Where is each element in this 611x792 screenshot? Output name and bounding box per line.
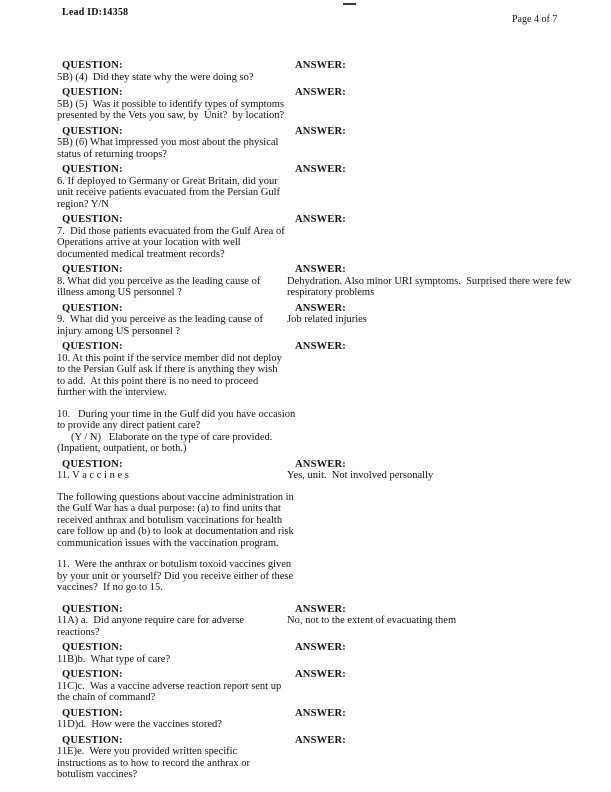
question-label: QUESTION: (62, 164, 123, 175)
question-label: QUESTION: (62, 87, 123, 98)
question-label: QUESTION: (62, 60, 123, 71)
question-text: 11D)d. How were the vaccines stored? (57, 719, 222, 730)
answer-label: ANSWER: (295, 734, 346, 746)
qa-block-8 (57, 264, 597, 299)
question-text: 11. V a c c i n e s (57, 470, 129, 481)
qa-block-9 (57, 303, 597, 338)
qa-block-5b4 (57, 60, 597, 83)
qa-block-11-vaccines (57, 459, 597, 482)
answer-text: Yes, unit. Not involved personally (287, 470, 434, 481)
qa-block-5b5 (57, 87, 597, 122)
question-text: 10. At this point if the service member did not deploy to the Persian Gulf ask if there is anything they wish to add. At this point there is no need to proceed further with the interview. (57, 352, 285, 398)
answer-label: ANSWER: (295, 642, 346, 653)
answer-label: ANSWER: (295, 164, 346, 175)
answer-label: ANSWER: (295, 125, 346, 137)
question-text: 11E)e. Were you provided written specific instructions as to how to record the anthrax or botulism vaccines? (57, 746, 253, 780)
qa-block-7 (57, 214, 597, 260)
question-label: QUESTION: (62, 341, 123, 352)
question-label: QUESTION: (62, 302, 123, 314)
answer-text: Dehydration. Also minor URI symptoms. Surprised there were few respiratory problems (287, 275, 574, 298)
answer-label: ANSWER: (295, 669, 346, 680)
answer-label: ANSWER: (295, 341, 346, 352)
qa-block-11a (57, 604, 597, 639)
answer-label: ANSWER: (295, 87, 346, 98)
q10-care-text: 10. During your time in the Gulf did you have occasion to provide any direct patient care? (57, 408, 298, 431)
question-text: 9. What did you perceive as the leading cause of injury among US personnel ? (57, 314, 266, 337)
answer-text: Job related injuries (287, 314, 367, 325)
q10-care-inpatient: (Inpatient, outpatient, or both.) (57, 443, 187, 454)
question-label: QUESTION: (62, 458, 123, 470)
question-text: 11C)c. Was a vaccine adverse reaction report sent up the chain of command? (57, 680, 284, 703)
answer-label: ANSWER: (295, 264, 346, 275)
lead-id: Lead ID:14358 (62, 7, 129, 18)
answer-label: ANSWER: (295, 60, 346, 71)
para-q10-direct-care (57, 409, 299, 455)
q10-care-elaborate: (Y / N) Elaborate on the type of care provided. (71, 431, 273, 443)
form-content (57, 60, 597, 785)
qa-block-10-interview (57, 341, 597, 399)
question-text: 11A) a. Did anyone require care for adverse reactions? (57, 615, 247, 638)
scan-artifact-dash (343, 3, 356, 5)
question-label: QUESTION: (62, 603, 123, 615)
question-text: 8. What did you perceive as the leading cause of illness among US personnel ? (57, 275, 263, 298)
question-text: 6. If deployed to Germany or Great Britain, did your unit receive patients evacuated from the Persian Gulf region? Y/N (57, 175, 283, 210)
question-label: QUESTION: (62, 669, 123, 680)
question-label: QUESTION: (62, 642, 123, 653)
para-q11-intro (57, 559, 299, 594)
qa-block-11e (57, 735, 597, 781)
question-text: 5B) (6) What impressed you most about the physical status of returning troops? (57, 137, 282, 160)
question-label: QUESTION: (62, 734, 123, 746)
answer-label: ANSWER: (295, 214, 346, 225)
q11-intro-text: 11. Were the anthrax or botulism toxoid vaccines given by your unit or yourself? Did you receive either of these vaccines? If no go to 15. (57, 559, 296, 593)
qa-block-11c (57, 669, 597, 704)
vaccine-intro-text: The following questions about vaccine administration in the Gulf War has a dual purpose: (a) to find units that received anthrax and botulism vaccinations for health care follow up and (b) to look at documentation and risk communication issues with the vaccination program. (57, 491, 297, 549)
question-text: 5B) (4) Did they state why the were doing so? (57, 71, 254, 83)
question-text: 11B)b. What type of care? (57, 653, 171, 665)
question-label: QUESTION: (62, 707, 123, 719)
answer-label: ANSWER: (295, 302, 346, 314)
qa-block-11b (57, 642, 597, 665)
question-label: QUESTION: (62, 214, 123, 225)
question-text: 5B) (5) Was it possible to identify types of symptoms presented by the Vets you saw, by Unit? by location? (57, 98, 287, 121)
answer-label: ANSWER: (295, 707, 346, 719)
para-vaccine-intro (57, 492, 299, 550)
answer-label: ANSWER: (295, 458, 346, 470)
answer-text: No, not to the extent of evacuating them (287, 615, 457, 626)
qa-block-11d (57, 708, 597, 731)
question-text: 7. Did those patients evacuated from the Gulf Area of Operations arrive at your location with well documented medical treatment records? (57, 225, 288, 260)
qa-block-5b6 (57, 126, 597, 161)
question-label: QUESTION: (62, 264, 123, 275)
page-number: Page 4 of 7 (512, 14, 558, 25)
question-label: QUESTION: (62, 125, 123, 137)
answer-label: ANSWER: (295, 603, 346, 615)
qa-block-6 (57, 164, 597, 210)
